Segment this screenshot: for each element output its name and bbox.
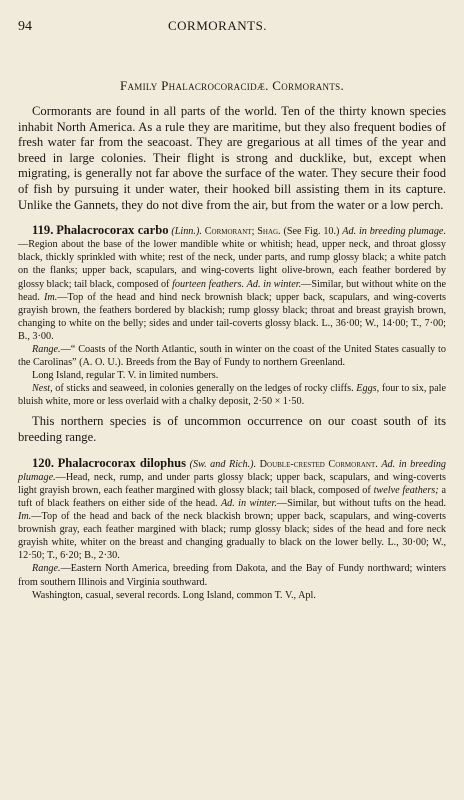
eggs-description: four to six, pale bluish white, more or less overlaid with a chalky deposit, 2·50 × 1·50.: [18, 383, 446, 408]
eggs-label: Eggs,: [356, 383, 380, 395]
range-label: Range.: [32, 563, 61, 575]
breeding-description: —Region about the base of the lower mandible white or whitish; head, upper neck, and throat glossy black, thickly sprinkled with white; rest of the neck, under parts, and rump glossy black; a white patch on the flanks; upper back, scapulars, and wing-coverts light olive-brown, each feather bordered by glossy black; tail black, composed of: [18, 239, 446, 290]
species-note: This northern species is of uncommon occurrence on our coast south of its breeding range.: [18, 414, 446, 445]
species-authority: (Sw. and Rich.).: [189, 458, 257, 470]
immature-label: Im.: [18, 511, 32, 523]
breeding-label: Ad. in breeding plumage.: [18, 458, 447, 483]
range-label: Range.: [32, 344, 61, 355]
winter-description: —Similar, but without tufts on the head.: [276, 497, 447, 509]
winter-label: Ad. in winter.: [220, 497, 277, 509]
common-name: Cormorant; Shag.: [204, 226, 281, 238]
range-description: —Eastern North America, breeding from Dakota, and the Bay of Fundy northward; winters from southern Illinois and Virginia southward.: [18, 563, 446, 588]
species-entry-119: [18, 224, 446, 343]
figure-reference: (See Fig. 10.): [283, 226, 340, 238]
breeding-label: Ad. in breeding plumage.: [342, 226, 447, 238]
running-title: CORMORANTS.: [168, 18, 268, 33]
range-description: —“ Coasts of the North Atlantic, south in winter on the coast of the United States casually to the Carolinas” (A. O. U.). Breeds from the Bay of Fundy to northern Greenland.: [18, 344, 446, 369]
range-paragraph: [18, 343, 446, 369]
page-header: [18, 18, 446, 40]
species-name: Phalacrocorax carbo: [56, 223, 169, 238]
page-number: 94: [18, 19, 32, 34]
breeding-description: —Head, neck, rump, and under parts glossy black; upper back, scapulars, and wing-coverts light grayish brown, each feather margined with glossy black; tail black, composed of: [18, 471, 446, 496]
intro-paragraph: Cormorants are found in all parts of the world. Ten of the thirty known species inhabit North America. As a rule they are maritime, but they also frequent bodies of fresh water far from the seacoast. They are gregarious at all times of the year and breed in large colonies. Their flight is strong and ducklike, but, except when migrating, is generally not far above the surface of the water. They secure their food of fish by pursuing it under water, their hooked bill assisting them in its capture. Unlike the Gannets, they do not dive from the air, but from the water or a low perch.: [18, 104, 446, 212]
species-entry-120: [18, 457, 446, 563]
tail-feathers: fourteen feathers.: [172, 278, 245, 290]
nest-paragraph: [18, 382, 446, 408]
local-status: Washington, casual, several records. Long Island, common T. V., Apl.: [32, 589, 316, 601]
nest-description: of sticks and seaweed, in colonies generally on the ledges of rocky cliffs.: [55, 383, 354, 395]
species-number: 120.: [32, 455, 55, 470]
immature-description: —Top of the head and back of the neck blackish brown; upper back, scapulars, and wing-coverts brownish gray, each feather margined with black; rump glossy black; sides of the head and fore neck grayish white, whiter on the breast and changing gradually to black on the lower belly. L., 30·00; W., 12·50; T., 6·20; B., 2·30.: [18, 511, 446, 562]
species-number: 119.: [32, 223, 54, 238]
winter-description: —Similar, but without white on the head.: [18, 278, 446, 303]
family-heading: Family Phalacrocoracidæ. Cormorants.: [119, 78, 345, 93]
tail-feathers: twelve feathers;: [373, 484, 439, 496]
local-status: Long Island, regular T. V. in limited numbers.: [32, 370, 219, 382]
immature-description: —Top of the head and hind neck brownish black; upper back, scapulars, and wing-coverts grayish brown, the feathers bordered by blackish; rump glossy black; throat and breast grayish brown, changing to white on the belly; sides and under tail-coverts glossy black. L., 36·00; W., 14·00; T., 7·00; B., 3·00.: [18, 291, 447, 342]
tuft-description: a tuft of black feathers on either side of the head.: [18, 484, 447, 509]
winter-label: Ad. in winter.: [246, 278, 302, 290]
range-paragraph: [18, 562, 446, 588]
species-authority: (Linn.).: [171, 226, 202, 238]
immature-label: Im.: [43, 291, 58, 303]
common-name: Double-crested Cormorant.: [259, 458, 378, 470]
nest-label: Nest,: [32, 383, 53, 395]
species-name: Phalacrocorax dilophus: [57, 455, 187, 470]
